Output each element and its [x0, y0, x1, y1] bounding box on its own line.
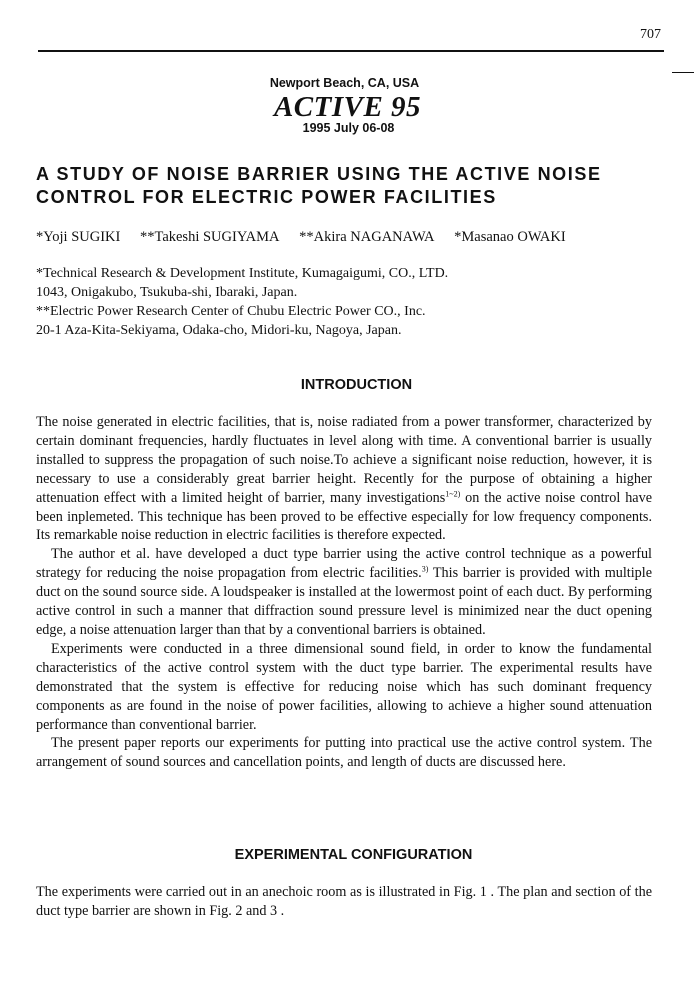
paragraph: Experiments were conducted in a three dimensional sound field, in order to know the fundamental characteristics of the active control system with the duct type barrier. The experimental results have demonstrated that the system is effective for reducing noise which has such dominant frequency components as are found in the noise of power facilities, allowing to achieve a higher sound attenuation performance than conventional barrier. — [36, 640, 652, 733]
citation-ref: 3) — [421, 564, 429, 574]
conference-date: 1995 July 06-08 — [302, 121, 395, 135]
experimental-body — [36, 883, 652, 921]
affiliation-line: 20-1 Aza-Kita-Sekiyama, Odaka-cho, Midori-ku, Nagoya, Japan. — [36, 323, 402, 338]
page-number: 707 — [640, 27, 661, 42]
author: *Yoji SUGIKI — [36, 229, 121, 245]
author: **Akira NAGANAWA — [299, 229, 435, 245]
introduction-body — [36, 413, 652, 772]
citation-ref: 1~2) — [445, 488, 461, 498]
header-rule — [38, 50, 664, 52]
affiliation-line: 1043, Onigakubo, Tsukuba-shi, Ibaraki, Japan. — [36, 285, 298, 300]
conference-name: ACTIVE 95 — [273, 91, 422, 123]
affiliation-block — [36, 264, 666, 340]
author-list — [36, 229, 666, 246]
section-heading-experimental: EXPERIMENTAL CONFIGURATION — [234, 847, 473, 863]
conference-header — [0, 76, 697, 135]
author: *Masanao OWAKI — [454, 229, 566, 245]
paper-title: A STUDY OF NOISE BARRIER USING THE ACTIVE NOISE CONTROL FOR ELECTRIC POWER FACILITIES — [36, 164, 602, 207]
paragraph: The experiments were carried out in an anechoic room as is illustrated in Fig. 1 . The plan and section of the duct type barrier are shown in Fig. 2 and 3 . — [36, 884, 652, 919]
conference-location: Newport Beach, CA, USA — [269, 76, 420, 90]
author: **Takeshi SUGIYAMA — [139, 229, 280, 245]
affiliation-line: *Technical Research & Development Institute, Kumagaigumi, CO., LTD. — [36, 266, 449, 281]
edge-mark — [672, 72, 694, 73]
section-heading-introduction: INTRODUCTION — [300, 377, 413, 393]
paragraph: The noise generated in electric facilities, that is, noise radiated from a power transformer, characterized by certain dominant frequencies, hardly fluctuates in level along with time. A conventional barrier is usually installed to suppress the propagation of such noise.To achieve a significant noise reduction, however, it is necessary to use a considerably great barrier height. Recently for the purpose of obtaining a higher attenuation effect with a limited height of barrier, many investigations$^{1\sim 2)}$ on the active noise control have been inplemeted. This technique has been proved to be effective especially for low frequency components. Its remarkable noise reduction in electric facilities is therefore expected. — [36, 414, 652, 544]
paragraph: The author et al. have developed a duct type barrier using the active control technique as a powerful strategy for reducing the noise propagation from electric facilities.$^{3)}$ This barrier is provided with multiple duct on the sound source side. A loudspeaker is installed at the lowermost point of each duct. By performing active control in such a manner that diffraction sound pressure level is minimized near the duct opening edge, a noise attenuation larger than that by a conventional barriers is obtained. — [36, 546, 652, 638]
paragraph: The present paper reports our experiments for putting into practical use the active control system. The arrangement of sound sources and cancellation points, and length of ducts are discussed here. — [36, 735, 652, 771]
affiliation-line: **Electric Power Research Center of Chubu Electric Power CO., Inc. — [36, 304, 426, 319]
